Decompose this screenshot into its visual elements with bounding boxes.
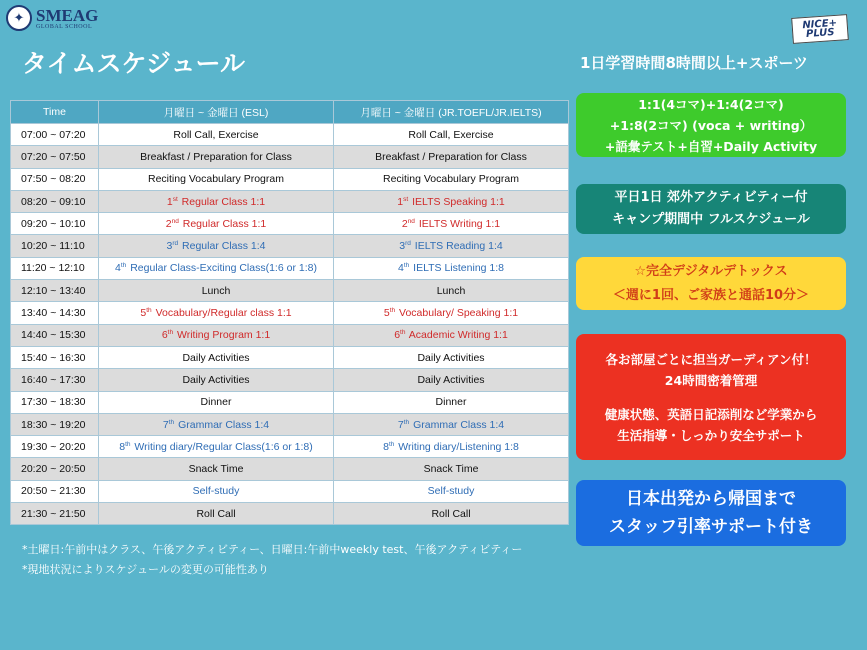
esl-cell	[99, 324, 334, 346]
lesson-summary-box: 1:1(4コマ)+1:4(2コマ) +1:8(2コマ) (voca + writing） +語彙テスト+自習+Daily Activity	[576, 93, 846, 157]
page-title: タイムスケジュール	[22, 49, 246, 78]
ordinal-number: 1	[166, 195, 173, 208]
esl-cell	[99, 458, 334, 480]
ordinal-suffix: rd	[172, 240, 179, 248]
class-label: Daily Activities	[417, 373, 485, 386]
esl-cell	[99, 280, 334, 302]
jr-cell	[334, 280, 569, 302]
class-label: Roll Call, Exercise	[173, 128, 259, 141]
esl-cell	[99, 436, 334, 458]
time-cell: 14:40 ~ 15:30	[11, 324, 99, 346]
ordinal-number: 3	[399, 240, 406, 253]
esl-cell	[99, 391, 334, 413]
crest-icon: ✦	[6, 5, 32, 31]
esl-cell	[99, 190, 334, 212]
jr-cell	[334, 480, 569, 502]
footnote: *土曜日:午前中はクラス、午後アクティビティー、日曜日:午前中weekly test、午後アクティビティー	[22, 543, 523, 556]
table-row	[11, 324, 569, 346]
ordinal-suffix: th	[125, 440, 131, 448]
table-row	[11, 503, 569, 525]
ordinal-number: 2	[165, 217, 172, 230]
time-cell: 12:10 ~ 13:40	[11, 280, 99, 302]
esl-cell	[99, 369, 334, 391]
class-label: Breakfast / Preparation for Class	[375, 150, 527, 163]
table-row	[11, 391, 569, 413]
ordinal-number: 8	[119, 440, 126, 453]
ordinal-number: 6	[161, 329, 168, 342]
class-label: Writing Program 1:1	[174, 329, 271, 342]
class-label: Snack Time	[423, 463, 479, 476]
class-label: Daily Activities	[182, 351, 250, 364]
jr-cell	[334, 235, 569, 257]
logo-subtitle: GLOBAL SCHOOL	[36, 23, 93, 30]
esl-cell	[99, 168, 334, 190]
class-label: Lunch	[201, 284, 231, 297]
table-row	[11, 124, 569, 146]
esl-cell	[99, 213, 334, 235]
jr-cell	[334, 146, 569, 168]
column-header-jr: 月曜日 ~ 金曜日 (JR.TOEFL/JR.IELTS)	[334, 101, 569, 124]
time-cell: 07:50 ~ 08:20	[11, 168, 99, 190]
esl-cell	[99, 235, 334, 257]
class-label: Grammar Class 1:4	[175, 418, 270, 431]
jr-cell	[334, 458, 569, 480]
class-label: Lunch	[436, 284, 466, 297]
jr-cell	[334, 257, 569, 279]
class-label: Roll Call	[196, 507, 236, 520]
time-cell: 10:20 ~ 11:10	[11, 235, 99, 257]
class-label: Roll Call	[431, 507, 471, 520]
esl-cell	[99, 257, 334, 279]
ordinal-suffix: th	[400, 329, 406, 337]
table-row	[11, 369, 569, 391]
esl-cell	[99, 346, 334, 368]
ordinal-suffix: th	[167, 329, 174, 337]
school-logo	[6, 5, 98, 31]
time-cell: 13:40 ~ 14:30	[11, 302, 99, 324]
ordinal-suffix: rd	[405, 240, 411, 248]
table-row	[11, 146, 569, 168]
time-cell: 09:20 ~ 10:10	[11, 213, 99, 235]
class-label: Self-study	[192, 485, 240, 498]
ordinal-number: 4	[397, 262, 404, 275]
jr-cell	[334, 213, 569, 235]
digital-detox-box: ☆完全デジタルデトックス ＜週に1回、ご家族と通話10分＞	[576, 257, 846, 310]
table-row	[11, 458, 569, 480]
class-label: Regular Class 1:1	[178, 195, 266, 208]
time-cell: 20:20 ~ 20:50	[11, 458, 99, 480]
table-row	[11, 235, 569, 257]
time-cell: 16:40 ~ 17:30	[11, 369, 99, 391]
table-row	[11, 168, 569, 190]
time-cell: 07:00 ~ 07:20	[11, 124, 99, 146]
class-label: Self-study	[427, 485, 475, 498]
jr-cell	[334, 346, 569, 368]
ordinal-suffix: th	[146, 307, 152, 315]
class-label: Daily Activities	[417, 351, 485, 364]
esl-cell	[99, 480, 334, 502]
logo-name: SMEAG	[36, 5, 99, 25]
class-label: Daily Activities	[182, 373, 250, 386]
jr-cell	[334, 302, 569, 324]
class-label: Breakfast / Preparation for Class	[140, 150, 292, 163]
time-cell: 15:40 ~ 16:30	[11, 346, 99, 368]
jr-cell	[334, 324, 569, 346]
table-row	[11, 257, 569, 279]
footnote: *現地状況によりスケジュールの変更の可能性あり	[22, 563, 269, 576]
jr-cell	[334, 369, 569, 391]
staff-escort-box: 日本出発から帰国まで スタッフ引率サポート付き	[576, 480, 846, 546]
table-row	[11, 436, 569, 458]
esl-cell	[99, 413, 334, 435]
time-cell: 17:30 ~ 18:30	[11, 391, 99, 413]
ordinal-suffix: st	[403, 195, 409, 203]
table-header-row	[11, 101, 569, 124]
column-header-time: Time	[11, 101, 99, 124]
jr-cell	[334, 503, 569, 525]
class-label: IELTS Reading 1:4	[411, 240, 503, 253]
class-label: Grammar Class 1:4	[410, 418, 505, 431]
class-label: Dinner	[200, 396, 232, 409]
time-cell: 07:20 ~ 07:50	[11, 146, 99, 168]
time-cell: 20:50 ~ 21:30	[11, 480, 99, 502]
class-label: Regular Class 1:1	[179, 217, 267, 230]
ordinal-suffix: th	[403, 418, 410, 426]
ordinal-suffix: th	[388, 440, 395, 448]
column-header-esl: 月曜日 ~ 金曜日 (ESL)	[99, 101, 334, 124]
table-row	[11, 480, 569, 502]
class-label: IELTS Speaking 1:1	[409, 195, 505, 208]
time-cell: 11:20 ~ 12:10	[11, 257, 99, 279]
jr-cell	[334, 436, 569, 458]
ordinal-number: 5	[383, 307, 390, 320]
time-cell: 19:30 ~ 20:20	[11, 436, 99, 458]
class-label: Regular Class 1:4	[179, 240, 266, 253]
jr-cell	[334, 413, 569, 435]
table-row	[11, 213, 569, 235]
time-cell: 18:30 ~ 19:20	[11, 413, 99, 435]
time-cell: 21:30 ~ 21:50	[11, 503, 99, 525]
guardian-box: 各お部屋ごとに担当ガーディアン付！ 24時間密着管理 健康状態、英語日記添削など学業から 生活指導・しっかり安全サポート	[576, 334, 846, 460]
footnotes	[22, 540, 522, 580]
ordinal-suffix: st	[172, 195, 178, 203]
jr-cell	[334, 124, 569, 146]
schedule-body	[11, 124, 569, 525]
class-label: Academic Writing 1:1	[406, 329, 508, 342]
jr-cell	[334, 168, 569, 190]
table-row	[11, 280, 569, 302]
schedule-table	[10, 100, 569, 525]
class-label: Roll Call, Exercise	[408, 128, 494, 141]
ordinal-suffix: nd	[171, 217, 179, 225]
table-row	[11, 302, 569, 324]
ordinal-number: 8	[383, 440, 389, 453]
ordinal-number: 3	[166, 240, 173, 253]
ordinal-suffix: th	[168, 418, 175, 426]
esl-cell	[99, 124, 334, 146]
esl-cell	[99, 302, 334, 324]
class-label: Vocabulary/Regular class 1:1	[152, 307, 292, 320]
ordinal-number: 2	[401, 217, 408, 230]
class-label: Dinner	[435, 396, 467, 409]
ordinal-suffix: th	[403, 262, 410, 270]
class-label: Reciting Vocabulary Program	[148, 173, 284, 186]
class-label: IELTS Writing 1:1	[415, 217, 501, 230]
table-row	[11, 346, 569, 368]
esl-cell	[99, 146, 334, 168]
ordinal-number: 1	[397, 195, 404, 208]
activity-box: 平日1日 郊外アクティビティー付 キャンプ期間中 フルスケジュール	[576, 184, 846, 234]
class-label: Writing diary/Regular Class(1:6 or 1:8)	[131, 440, 313, 453]
nice-plus-badge: NICE+ PLUS	[791, 14, 849, 44]
ordinal-suffix: th	[120, 262, 127, 270]
ordinal-number: 5	[140, 307, 147, 320]
esl-cell	[99, 503, 334, 525]
time-cell: 08:20 ~ 09:10	[11, 190, 99, 212]
class-label: Snack Time	[188, 463, 244, 476]
page-subtitle: 1日学習時間8時間以上+スポーツ	[580, 54, 808, 72]
table-row	[11, 190, 569, 212]
ordinal-suffix: th	[389, 307, 396, 315]
class-label: Reciting Vocabulary Program	[383, 173, 519, 186]
class-label: Writing diary/Listening 1:8	[395, 440, 519, 453]
jr-cell	[334, 190, 569, 212]
ordinal-number: 7	[162, 418, 169, 431]
ordinal-number: 6	[394, 329, 401, 342]
jr-cell	[334, 391, 569, 413]
ordinal-number: 4	[115, 262, 121, 275]
ordinal-number: 7	[397, 418, 404, 431]
class-label: IELTS Listening 1:8	[410, 262, 505, 275]
ordinal-suffix: nd	[407, 217, 415, 225]
table-row	[11, 413, 569, 435]
class-label: Regular Class-Exciting Class(1:6 or 1:8)	[127, 262, 317, 275]
class-label: Vocabulary/ Speaking 1:1	[396, 307, 519, 320]
